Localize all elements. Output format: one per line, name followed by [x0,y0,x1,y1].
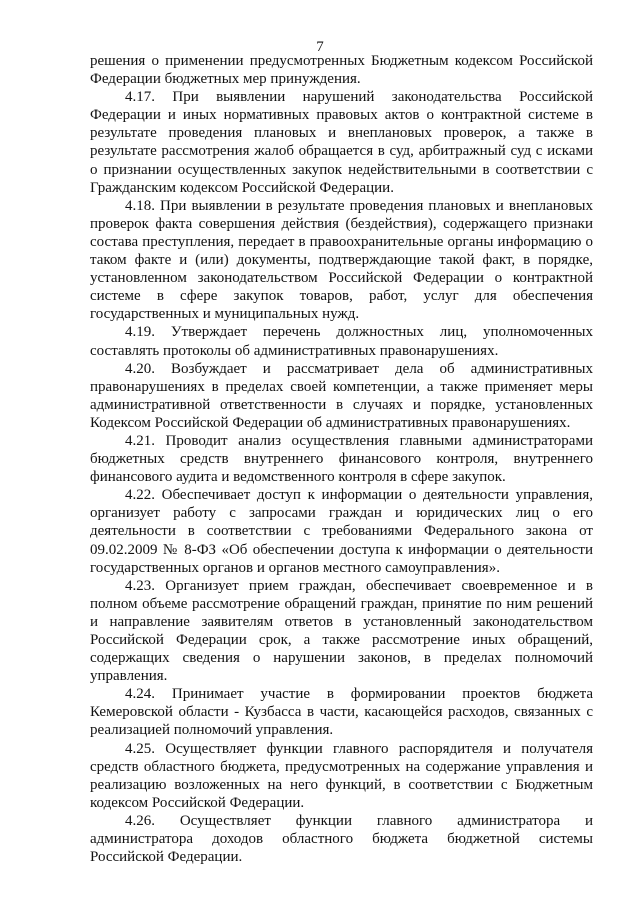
paragraph-continuation: решения о применении предусмотренных Бюджетным кодексом Российской Федерации бюджетных мер принуждения. [90,53,593,88]
paragraph-4-26: 4.26. Осуществляет функции главного администратора и администратора доходов областного бюджета бюджетной системы Российской Федерации. [90,812,593,866]
paragraph-4-21: 4.21. Проводит анализ осуществления главными администраторами бюджетных средств внутреннего финансового контроля, внутреннего финансового аудита и ведомственного контроля в сфере закупок. [90,432,593,486]
paragraph-4-25: 4.25. Осуществляет функции главного распорядителя и получателя средств областного бюджета, предусмотренных на содержание управления и реализацию возложенных на него функций, в соответствии с Бюджетным кодексом Российской Федерации. [90,740,593,811]
paragraph-4-22: 4.22. Обеспечивает доступ к информации о деятельности управления, организует работу с запросами граждан и юридических лиц о его деятельности в соответствии с требованиями Федерального закона от 09.02.2009 № 8-ФЗ «Об обеспечении доступа к информации о деятельности государственных органов и органов местного самоуправления». [90,487,593,576]
paragraph-4-23: 4.23. Организует прием граждан, обеспечивает своевременное и в полном объеме рассмотрение обращений граждан, принятие по ним решений и направление заявителям ответов в установленный законодательством Российской Федерации срок, а также рассмотрение иных обращений, содержащих сведения о нарушении законов, в пределах полномочий управления. [90,577,593,685]
paragraph-4-17: 4.17. При выявлении нарушений законодательства Российской Федерации и иных нормативных правовых актов о контрактной системе в результате проведения плановых и внеплановых проверок, а также в результате рассмотрения жалоб обращается в суд, арбитражный суд с исками о признании осуществленных закупок недействительными в соответствии с Гражданским кодексом Российской Федерации. [90,89,593,196]
document-body [90,52,593,866]
paragraph-4-18: 4.18. При выявлении в результате проведения плановых и внеплановых проверок факта совершения действия (бездействия), содержащего признаки состава преступления, передает в правоохранительные органы информацию о таком факте и (или) документы, подтверждающие такой факт, в порядке, установленном законодательством Российской Федерации о контрактной системе в сфере закупок товаров, работ, услуг для обеспечения государственных и муниципальных нужд. [90,197,593,323]
paragraph-4-20: 4.20. Возбуждает и рассматривает дела об административных правонарушениях в пределах своей компетенции, а также применяет меры административной ответственности в случаях и порядке, установленных Кодексом Российской Федерации об административных правонарушениях. [90,360,593,431]
paragraph-4-24: 4.24. Принимает участие в формировании проектов бюджета Кемеровской области - Кузбасса в части, касающейся расходов, связанных с реализацией полномочий управления. [90,686,593,739]
page-number: 7 [316,39,324,55]
paragraph-4-19: 4.19. Утверждает перечень должностных лиц, уполномоченных составлять протоколы об административных правонарушениях. [90,324,593,359]
